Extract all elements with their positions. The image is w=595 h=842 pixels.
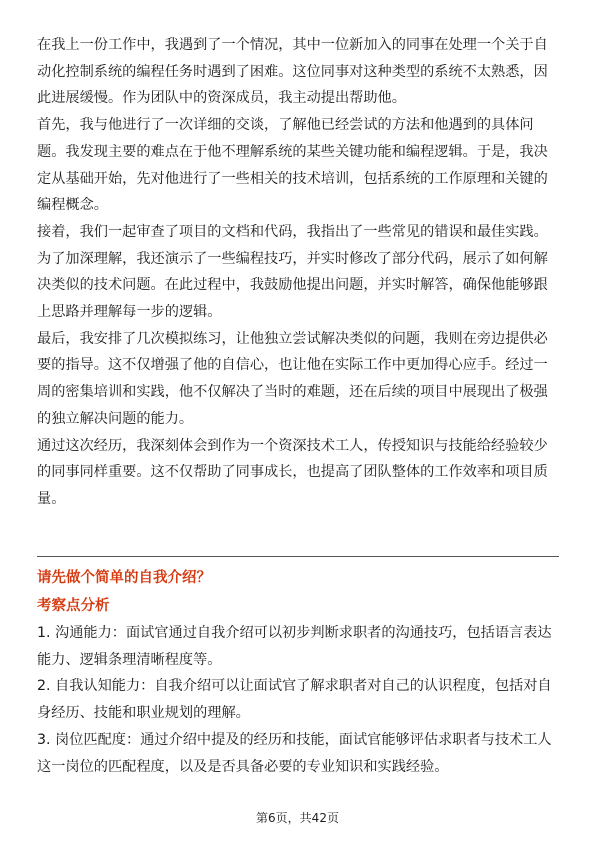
text-line: 的独立解决问题的能力。 [37,410,194,427]
text-line: 这一岗位的匹配程度，以及是否具备必要的专业知识和实践经验。 [37,758,449,775]
paragraph-4 [37,326,559,433]
text-line: 2. 自我认知能力：自我介绍可以让面试官了解求职者对自己的认识程度，包括对自 [37,678,552,695]
text-line: 为了加深理解，我还演示了一些编程技巧，并实时修改了部分代码，展示了如何解 [37,250,548,267]
text-line: 动化控制系统的编程任务时遇到了困难。这位同事对这种类型的系统不太熟悉，因 [37,63,548,80]
text-line: 定从基础开始，先对他进行了一些相关的技术培训，包括系统的工作原理和关键的 [37,170,548,187]
text-line: 最后，我安排了几次模拟练习，让他独立尝试解决类似的问题，我则在旁边提供必 [37,330,548,347]
text-line: 接着，我们一起审查了项目的文档和代码，我指出了一些常见的错误和最佳实践。 [37,223,548,240]
text-line: 通过这次经历，我深刻体会到作为一个资深技术工人，传授知识与技能给经验较少 [37,437,548,454]
paragraph-2 [37,112,559,219]
page-footer: 第6页，共42页 [256,811,339,825]
paragraph-5 [37,433,559,513]
text-line: 要的指导。这不仅增强了他的自信心，也让他在实际工作中更加得心应手。经过一 [37,357,548,374]
text-line: 此进展缓慢。作为团队中的资深成员，我主动提出帮助他。 [37,90,406,107]
text-line: 能力、逻辑条理清晰程度等。 [37,651,222,668]
text-line: 身经历、技能和职业规划的理解。 [37,705,250,722]
section-heading: 考察点分析 [37,598,110,614]
list-item [37,727,559,780]
text-line: 题。我发现主要的难点在于他不理解系统的某些关键功能和编程逻辑。于是，我决 [37,143,548,160]
text-line: 量。 [37,490,66,507]
text-line: 决类似的技术问题。在此过程中，我鼓励他提出问题，并实时解答，确保他能够跟 [37,277,548,294]
text-line: 编程概念。 [37,197,108,214]
list-item [37,620,559,673]
text-line: 周的密集培训和实践，他不仅解决了当时的难题，还在后续的项目中展现出了极强 [37,384,548,401]
paragraph-1 [37,32,559,112]
section-divider [37,556,559,557]
text-line: 1. 沟通能力：面试官通过自我介绍可以初步判断求职者的沟通技巧，包括语言表达 [37,625,552,641]
text-line: 首先，我与他进行了一次详细的交谈，了解他已经尝试的方法和他遇到的具体问 [37,117,534,134]
answer-body [37,32,559,513]
analysis-points [37,620,559,780]
question-heading: 请先做个简单的自我介绍？ [37,570,211,586]
paragraph-3 [37,219,559,326]
text-line: 3. 岗位匹配度：通过介绍中提及的经历和技能，面试官能够评估求职者与技术工人 [37,731,552,748]
text-line: 在我上一份工作中，我遇到了一个情况，其中一位新加入的同事在处理一个关于自 [37,37,548,53]
text-line: 的同事同样重要。这不仅帮助了同事成长，也提高了团队整体的工作效率和项目质 [37,464,548,481]
text-line: 上思路并理解每一步的逻辑。 [37,304,222,321]
list-item [37,673,559,726]
